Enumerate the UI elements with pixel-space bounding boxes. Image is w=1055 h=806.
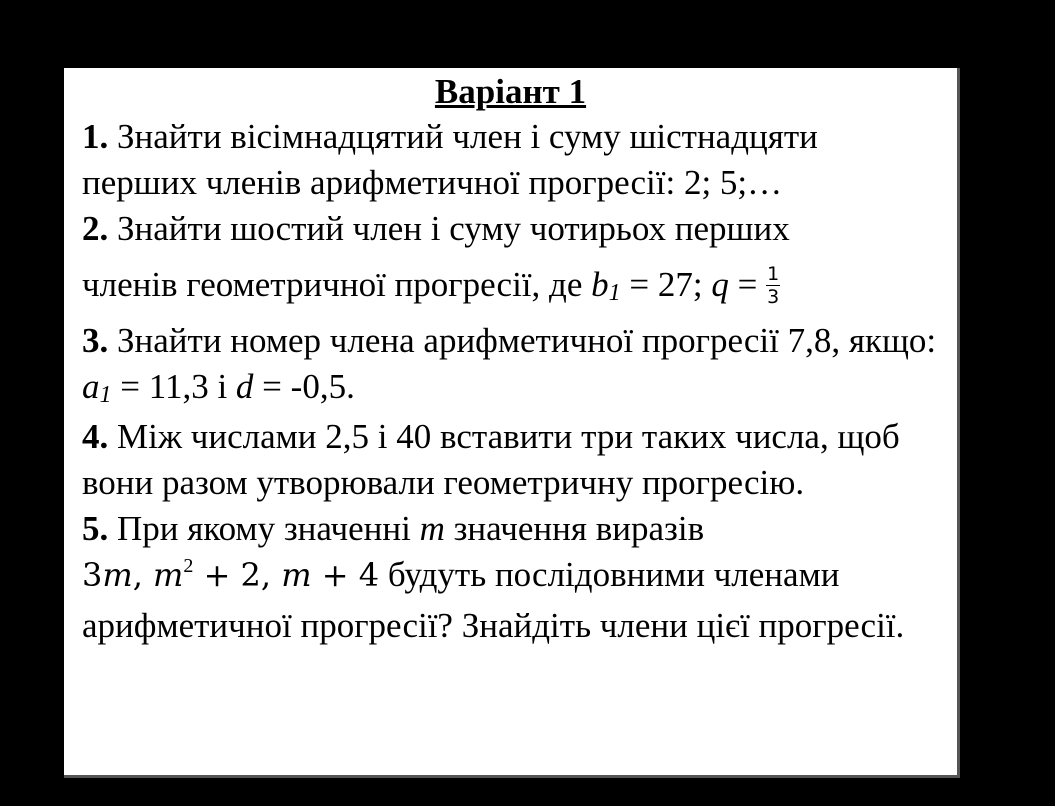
superscript: 2	[183, 555, 194, 577]
expr-rest: + 4	[311, 556, 380, 594]
task-text: Знайти номер члена арифметичної прогресії 7,8, якщо:	[108, 321, 937, 360]
fraction-denominator: 3	[767, 286, 780, 309]
task-number: 4.	[82, 417, 109, 456]
task-4	[82, 414, 939, 506]
expr-var: m	[153, 556, 184, 594]
expr-var: m	[102, 556, 133, 594]
fraction-numerator: 1	[767, 263, 780, 286]
var-a: a	[82, 367, 100, 406]
task-text: При якому значенні	[108, 509, 420, 548]
d-value: = -0,5.	[253, 367, 355, 406]
a-value: = 11,3 і	[111, 367, 236, 406]
task-2	[82, 206, 939, 318]
task-2-line-2	[82, 252, 939, 318]
variant-title: Варіант 1	[434, 72, 587, 111]
subscript: 1	[608, 280, 621, 306]
task-number: 3.	[82, 321, 109, 360]
var-m: m	[419, 509, 445, 548]
fraction	[766, 263, 780, 308]
expr-coef: 3	[82, 556, 103, 594]
var-q: q	[711, 265, 729, 304]
b-value: = 27;	[620, 265, 712, 304]
expr-rest: + 2,	[193, 556, 282, 594]
task-number: 2.	[82, 209, 109, 248]
expr-sep: ,	[132, 556, 154, 594]
task-text: Знайти вісімнадцятий член і суму шістнадцяти перших членів арифметичної прогресії: 2; 5;…	[82, 117, 818, 202]
subscript: 1	[99, 382, 112, 408]
task-text: Між числами 2,5 і 40 вставити три таких числа, щоб вони разом утворювали геометричну прогресію.	[82, 417, 900, 502]
task-1	[82, 114, 939, 206]
task-text: значення виразів	[444, 509, 705, 548]
equals-sign: =	[728, 265, 767, 304]
expr-var: m	[281, 556, 312, 594]
task-text: будуть послідовними членами арифметичної прогресії? Знайдіть члени цієї прогресії.	[82, 555, 905, 645]
task-text: членів геометричної прогресії, де	[82, 265, 592, 304]
task-text: Знайти шостий член і суму чотирьох перших	[108, 209, 790, 248]
var-d: d	[235, 367, 254, 406]
var-b: b	[591, 265, 609, 304]
worksheet	[64, 68, 960, 778]
task-3	[82, 318, 939, 414]
task-5	[82, 506, 939, 649]
task-number: 1.	[82, 117, 109, 156]
task-number: 5.	[82, 509, 109, 548]
